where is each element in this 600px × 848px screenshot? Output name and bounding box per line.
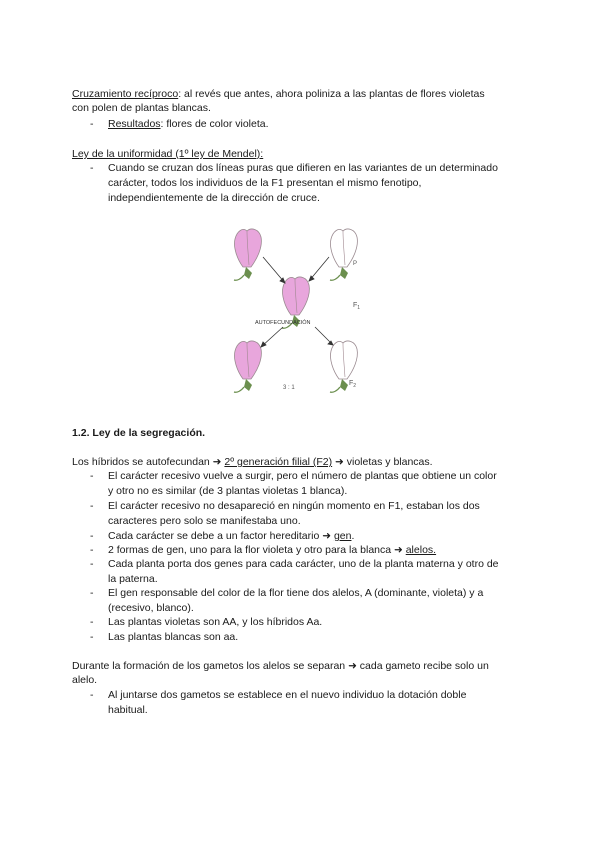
uniformity-text-1: Cuando se cruzan dos líneas puras que difieren en las variantes de un determinado bbox=[108, 162, 498, 174]
uniformity-text-3: independientemente de la dirección de cruce. bbox=[108, 192, 320, 204]
bullet-dash: - bbox=[90, 500, 94, 512]
mendel-cross-figure bbox=[225, 225, 375, 395]
reciprocal-cross-line-2: con polen de plantas blancas. bbox=[72, 102, 211, 114]
seg-b5-line1: Cada planta porta dos genes para cada carácter, uno de la planta materna y otro de bbox=[108, 558, 499, 570]
gametes-b1-line2: habitual. bbox=[108, 704, 148, 716]
results-line: Resultados: flores de color violeta. bbox=[108, 118, 269, 130]
label-f1: $F_1$ bbox=[353, 302, 361, 311]
label-ratio: 3 : 1 bbox=[283, 385, 295, 391]
label-autofecundacion: AUTOFECUNDACIÓN bbox=[255, 320, 311, 326]
section-heading: 1.2. Ley de la segregación. bbox=[72, 427, 206, 439]
uniformity-law-heading: Ley de la uniformidad (1º ley de Mendel): bbox=[72, 148, 264, 160]
bullet-dash: - bbox=[90, 470, 94, 482]
violet-flower-parent bbox=[234, 229, 261, 280]
seg-b6-line2: (recesivo, blanco). bbox=[108, 602, 194, 614]
seg-b3: Cada carácter se debe a un factor hereditario ➜ gen. bbox=[108, 530, 355, 542]
bullet-dash: - bbox=[90, 616, 94, 628]
seg-b1-line1: El carácter recesivo vuelve a surgir, pero el número de plantas que obtiene un color bbox=[108, 470, 497, 482]
white-flower-parent bbox=[330, 229, 357, 280]
bullet-dash: - bbox=[90, 162, 94, 174]
reciprocal-cross-line-1: Cruzamiento recíproco: al revés que antes, ahora poliniza a las plantas de flores violetas bbox=[72, 88, 485, 100]
violet-flower-f2 bbox=[234, 341, 261, 392]
reciprocal-cross-term: Cruzamiento recíproco bbox=[72, 88, 179, 100]
seg-b2-line1: El carácter recesivo no desapareció en ningún momento en F1, estaban los dos bbox=[108, 500, 480, 512]
bullet-dash: - bbox=[90, 544, 94, 556]
bullet-dash: - bbox=[90, 530, 94, 542]
gametes-line-1: Durante la formación de los gametos los alelos se separan ➜ cada gameto recibe solo un bbox=[72, 660, 489, 672]
hybrids-intro: Los híbridos se autofecundan ➜ 2º generación filial (F2) ➜ violetas y blancas. bbox=[72, 456, 433, 468]
bullet-dash: - bbox=[90, 689, 94, 701]
label-p: P bbox=[353, 261, 358, 267]
seg-b2-line2: caracteres pero solo se manifestaba uno. bbox=[108, 515, 301, 527]
seg-b5-line2: la paterna. bbox=[108, 573, 158, 585]
seg-b6-line1: El gen responsable del color de la flor tiene dos alelos, A (dominante, violeta) y a bbox=[108, 587, 484, 599]
bullet-dash: - bbox=[90, 558, 94, 570]
seg-b1-line2: y otro no es similar (de 3 plantas violetas 1 blanca). bbox=[108, 485, 348, 497]
bullet-dash: - bbox=[90, 631, 94, 643]
bullet-dash: - bbox=[90, 118, 94, 130]
seg-b4: 2 formas de gen, uno para la flor violeta y otro para la blanca ➜ alelos. bbox=[108, 544, 437, 556]
bullet-dash: - bbox=[90, 587, 94, 599]
seg-b8: Las plantas blancas son aa. bbox=[108, 631, 239, 643]
seg-b7: Las plantas violetas son AA, y los híbridos Aa. bbox=[108, 616, 323, 628]
gametes-b1-line1: Al juntarse dos gametos se establece en el nuevo individuo la dotación doble bbox=[108, 689, 467, 701]
label-f2: $F_2$ bbox=[349, 380, 357, 389]
uniformity-text-2: carácter, todos los individuos de la F1 presentan el mismo fenotipo, bbox=[108, 177, 422, 189]
gametes-line-2: alelo. bbox=[72, 674, 98, 686]
